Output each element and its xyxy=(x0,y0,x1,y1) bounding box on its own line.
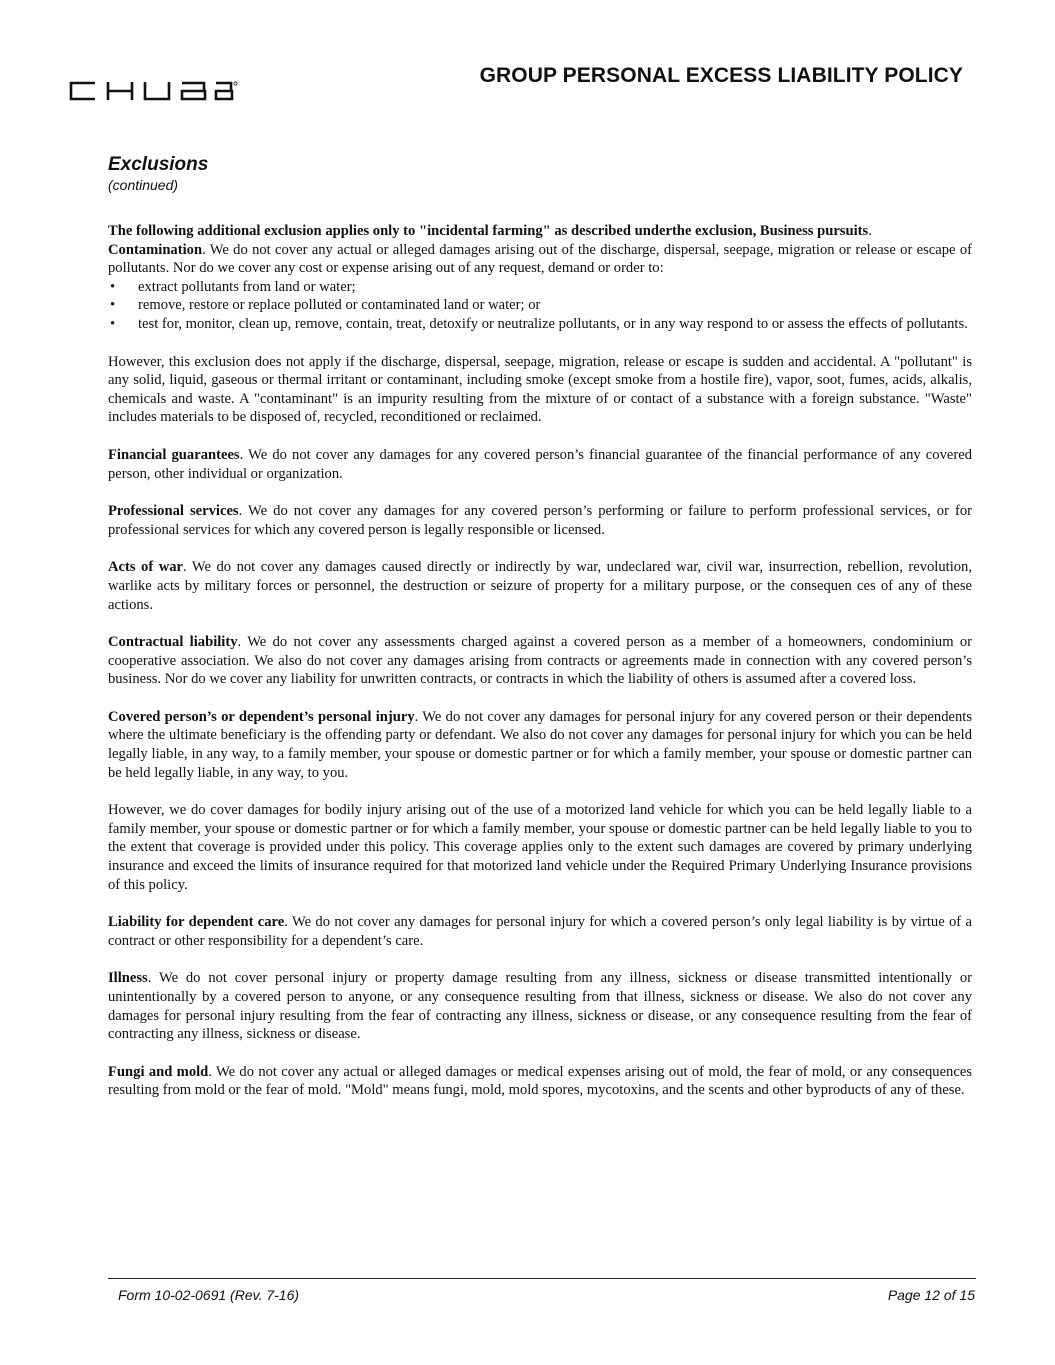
bullet-icon: • xyxy=(110,278,116,295)
list-item-text: test for, monitor, clean up, remove, contain, treat, detoxify or neutralize pollutants, or in any way respond to or assess the effects of pollutants. xyxy=(138,315,968,332)
professional-services-paragraph xyxy=(108,502,972,539)
footer-divider xyxy=(108,1278,976,1279)
contractual-liability-text: . We do not cover any assessments charged against a covered person as a member of a homeowners, condominium or cooperative association. We also do not cover any damages arising from contracts or agreements made in connection with any covered person’s business. Nor do we cover any liability for unwritten contracts, or contracts in which the liability of others is assumed after a covered loss. xyxy=(108,634,972,688)
page-number: Page 12 of 15 xyxy=(887,1287,975,1303)
contamination-paragraph xyxy=(108,241,972,278)
intro-period: . xyxy=(868,223,872,239)
financial-guarantees-heading: Financial guarantees xyxy=(108,446,240,463)
incidental-farming-intro xyxy=(108,222,972,241)
financial-guarantees-paragraph xyxy=(108,446,972,483)
fungi-mold-paragraph xyxy=(108,1063,972,1100)
intro-text: The following additional exclusion applies only to "incidental farming" as described underthe exclusion, Business pursuits xyxy=(108,223,869,239)
dependent-care-paragraph xyxy=(108,913,972,950)
contractual-liability-heading: Contractual liability xyxy=(108,634,238,651)
financial-guarantees-text: . We do not cover any damages for any covered person’s financial guarantee of the financial performance of any covered person, other individual or organization. xyxy=(108,446,972,482)
contractual-liability-paragraph xyxy=(108,633,972,689)
list-item-text: remove, restore or replace polluted or contaminated land or water; or xyxy=(138,297,541,314)
section-title: Exclusions xyxy=(108,154,209,175)
contamination-bullet-list xyxy=(108,278,972,334)
acts-of-war-heading: Acts of war xyxy=(108,559,184,576)
personal-injury-heading: Covered person’s or dependent’s personal injury xyxy=(108,708,415,725)
document-title: GROUP PERSONAL EXCESS LIABILITY POLICY xyxy=(479,64,963,87)
chubb-logo xyxy=(68,80,238,102)
fungi-mold-heading: Fungi and mold xyxy=(108,1063,209,1080)
section-subtitle: (continued) xyxy=(108,177,179,193)
chubb-logo-icon xyxy=(68,80,238,102)
illness-heading: Illness xyxy=(108,970,148,987)
contamination-followup: However, this exclusion does not apply if the discharge, dispersal, seepage, migration, release or escape is sudden and accidental. A "pollutant" is any solid, liquid, gaseous or thermal irritant or contaminant, including smoke (except smoke from a hostile fire), vapor, soot, fumes, acids, alkalis, chemicals and waste. A "contaminant" is an impurity resulting from the mixture of or contact of a substance with a foreign substance. "Waste" includes materials to be disposed of, recycled, reconditioned or reclaimed. xyxy=(108,353,972,426)
bullet-icon: • xyxy=(110,297,116,314)
list-item-text: extract pollutants from land or water; xyxy=(138,278,356,295)
illness-paragraph xyxy=(108,969,972,1043)
illness-text: . We do not cover personal injury or property damage resulting from any illness, sickness or disease transmitted intentionally or unintentionally by a covered person to anyone, or any consequence resulting from that illness, sickness or disease. We also do not cover any damages for personal injury resulting from the fear of contracting any illness, sickness or disease, or any consequence resulting from the fear of contracting any illness, sickness or disease. xyxy=(108,970,972,1043)
list-item xyxy=(108,278,972,297)
acts-of-war-paragraph xyxy=(108,558,972,614)
personal-injury-followup: However, we do cover damages for bodily injury arising out of the use of a motorized land vehicle for which you can be held legally liable to a family member, your spouse or domestic partner or for which a family member, your spouse or domestic partner can be held legally liable to you to the extent that coverage is provided under this policy. This coverage applies only to the extent such damages are covered by primary underlying insurance and exceed the limits of insurance required for that motorized land vehicle under the Required Primary Underlying Insurance provisions of this policy. xyxy=(108,802,972,893)
contamination-heading: Contamination xyxy=(108,241,203,258)
personal-injury-paragraph xyxy=(108,708,972,782)
dependent-care-text: . We do not cover any damages for personal injury for which a covered person’s only legal liability is by virtue of a contract or other responsibility for a dependent’s care. xyxy=(108,914,972,949)
form-number: Form 10-02-0691 (Rev. 7-16) xyxy=(118,1287,300,1303)
acts-of-war-text: . We do not cover any damages caused directly or indirectly by war, undeclared war, civil war, insurrection, rebellion, revolution, warlike acts by military forces or personnel, the destruction or seizure of property for a military purpose, or the consequen ces of any of these actions. xyxy=(108,559,972,613)
dependent-care-heading: Liability for dependent care xyxy=(108,914,285,931)
bullet-icon: • xyxy=(110,315,116,332)
personal-injury-text: . We do not cover any damages for personal injury for any covered person or their dependents where the ultimate beneficiary is the offending party or defendant. We also do not cover any damages for personal injury for which you can be held legally liable, in any way, to a family member, your spouse or domestic partner or for which a family member, your spouse or domestic partner can be held legally liable, in any way, to you. xyxy=(108,708,973,781)
professional-services-heading: Professional services xyxy=(108,503,239,520)
list-item xyxy=(108,315,972,334)
list-item xyxy=(108,296,972,315)
professional-services-text: . We do not cover any damages for any covered person’s performing or failure to perform professional services, or for professional services for which any covered person is legally responsible or licensed. xyxy=(108,503,972,538)
fungi-mold-text: . We do not cover any actual or alleged damages or medical expenses arising out of mold, the fear of mold, or any consequences resulting from mold or the fear of mold. "Mold" means fungi, mold, mold spores, mycotoxins, and the scents and other byproducts of any of these. xyxy=(108,1063,972,1099)
exclusions-body xyxy=(108,222,972,1119)
contamination-text: . We do not cover any actual or alleged damages arising out of the discharge, dispersal, seepage, migration or release or escape of pollutants. Nor do we cover any cost or expense arising out of any request, demand or order to: xyxy=(108,241,972,277)
